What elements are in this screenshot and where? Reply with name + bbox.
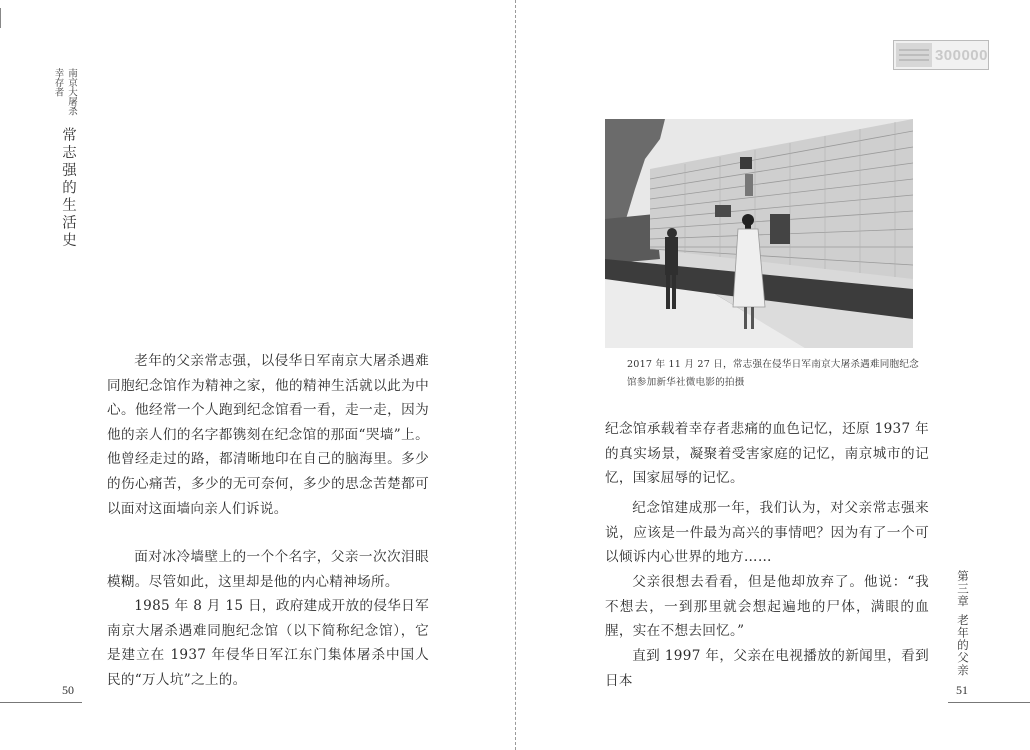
left-footer-rule <box>0 702 82 703</box>
right-page-number: 51 <box>956 683 968 697</box>
stamp-badge-icon <box>896 43 932 67</box>
left-page-number: 50 <box>62 683 74 697</box>
right-paragraph-2: 纪念馆建成那一年，我们认为，对父亲常志强来说，应该是一件最为高兴的事情吧？因为有了一个可以倾诉内心世界的地方…… <box>605 500 929 566</box>
running-title-col2: 幸存者 <box>52 68 64 97</box>
memorial-wall-photo <box>605 119 913 348</box>
left-paragraph-3: 1985 年 8 月 15 日，政府建成开放的侵华日军南京大屠杀遇难同胞纪念馆（以下简称纪念馆），它是建立在 1937 年侵华日军江东门集体屠杀中国人民的“万人坑”之上的。 <box>107 598 429 688</box>
chapter-number: 第三章 <box>956 570 970 608</box>
right-paragraph-3: 父亲很想去看看，但是他却放弃了。他说：“我不想去，一到那里就会想起遍地的尸体，满眼的血腥，实在不想去回忆。” <box>605 574 929 640</box>
photo-caption: 2017 年 11 月 27 日，常志强在侵华日军南京大屠杀遇难同胞纪念馆参加新华社微电影的拍摄 <box>627 359 919 388</box>
running-title-small <box>52 68 77 116</box>
left-paragraph-1: 老年的父亲常志强，以侵华日军南京大屠杀遇难同胞纪念馆作为精神之家，他的精神生活就以此为中心。他经常一个人跑到纪念馆看一看，走一走，因为他的亲人们的名字都镌刻在纪念馆的那面“哭墙”上。他曾经走过的路，都清晰地印在自己的脑海里。多少的伤心痛苦，多少的无可奈何，多少的思念苦楚都可以面对这面墙向亲人们诉说。 <box>107 353 429 517</box>
chapter-title: 老年的父亲 <box>956 613 970 676</box>
right-paragraph-4: 直到 1997 年，父亲在电视播放的新闻里，看到日本 <box>605 648 929 689</box>
stamp-number: 300000 <box>934 46 988 64</box>
running-title-col1: 南京大屠杀 <box>66 68 77 116</box>
left-paragraph-2: 面对冰冷墙壁上的一个个名字，父亲一次次泪眼模糊。尽管如此，这里却是他的内心精神场所。 <box>107 549 429 590</box>
right-footer-rule <box>948 702 1030 703</box>
running-title-main: 常志强的生活史 <box>60 127 76 250</box>
right-paragraph-1: 纪念馆承载着幸存者悲痛的血色记忆，还原 1937 年的真实场景，凝聚着受害家庭的记忆，南京城市的记忆，国家屈辱的记忆。 <box>605 421 929 487</box>
page-edge-mark <box>0 8 1 28</box>
chapter-tab <box>955 570 971 676</box>
edition-stamp <box>893 40 989 70</box>
page-fold-line <box>515 0 516 750</box>
